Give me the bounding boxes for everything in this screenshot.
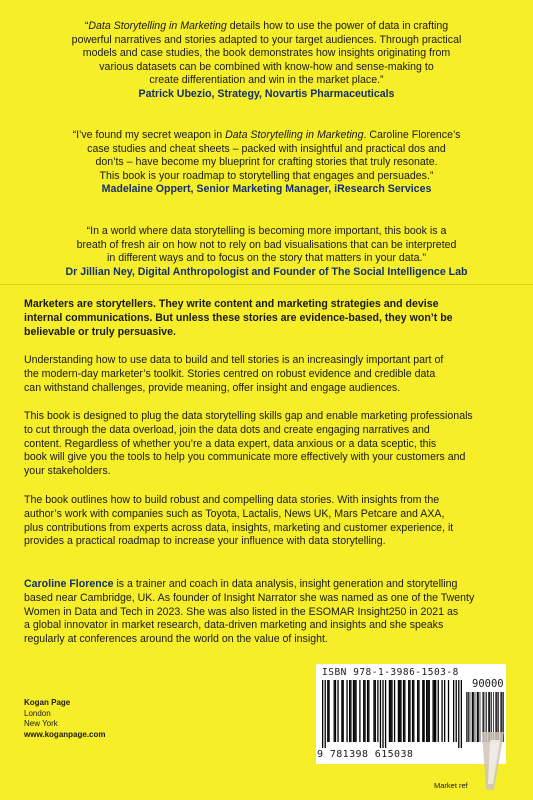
blurb-line: a global innovator in market research, data-driven marketing and insights and she speaks <box>24 619 444 632</box>
barcode-bar <box>355 680 356 742</box>
blurb-line: to cut through the data overload, join the data dots and create engaging narratives and <box>24 423 430 436</box>
publisher-logo-icon <box>476 730 506 792</box>
blurb-paragraph-1 <box>24 354 513 395</box>
barcode-bar <box>367 680 368 742</box>
barcode-bar <box>468 692 469 742</box>
barcode-bar <box>417 680 418 742</box>
blurb-paragraph-2 <box>24 410 513 479</box>
blurb-line: internal communications. But unless these stories are evidence-based, they won’t be <box>24 311 453 324</box>
barcode-bar <box>325 680 326 748</box>
barcode-bar <box>390 680 391 742</box>
barcode-bar <box>353 680 354 742</box>
barcode-bar <box>350 680 351 742</box>
author-bio-text: is a trainer and coach in data analysis, insight generation and storytelling <box>116 578 458 590</box>
endorsement-line: breath of fresh air on how not to rely on bad visualisations that can be interpreted <box>76 238 457 251</box>
barcode-bar <box>441 680 442 742</box>
blurb-line: This book is designed to plug the data storytelling skills gap and enable marketing professionals <box>24 410 473 422</box>
barcode-bar <box>404 680 405 742</box>
barcode-bar <box>354 680 355 742</box>
isbn-text: ISBN 978-1-3986-1503-8 <box>322 667 459 678</box>
barcode-bar <box>403 680 404 742</box>
blurb-line: your stakeholders. <box>24 465 111 478</box>
barcode-bar <box>408 680 409 742</box>
barcode-bar <box>341 680 342 742</box>
barcode-bar <box>423 680 424 742</box>
blurb-line: book will give you the tools to help you communicate more effectively with your customers and <box>24 451 466 464</box>
endorsement-attribution: Dr Jillian Ney, Digital Anthropologist and Founder of The Social Intelligence Lab <box>65 265 468 278</box>
barcode-bar <box>412 680 413 742</box>
barcode-bar <box>466 692 467 742</box>
blurb-line: The book outlines how to build robust and compelling data stories. With insights from the <box>24 494 440 506</box>
barcode-bar <box>322 680 323 748</box>
barcode-bar <box>346 680 347 742</box>
author-name: Caroline Florence <box>24 578 114 590</box>
barcode-bar <box>429 680 430 742</box>
endorsement-line: don’ts – have become my blueprint for crafting stories that truly resonate. <box>95 156 438 169</box>
publisher-city: New York <box>24 719 58 728</box>
barcode-bar <box>334 680 335 742</box>
barcode-bar <box>456 680 457 742</box>
barcode-bar <box>448 680 449 742</box>
publisher-info <box>24 698 106 740</box>
endorsement-line: create differentiation and win in the market place.” <box>149 74 384 87</box>
blurb-line: Marketers are storytellers. They write content and marketing strategies and devise <box>24 298 439 310</box>
endorsement-line: powerful narratives and stories adapted to your target audiences. Through practical <box>71 33 462 46</box>
barcode-bar <box>458 680 459 748</box>
publisher-name: Kogan Page <box>24 698 71 707</box>
section-divider <box>0 284 533 285</box>
barcode-bar <box>368 680 369 742</box>
endorsement-line: “In a world where data storytelling is becoming more important, this book is a <box>86 225 447 237</box>
blurb-line: plus contributions from experts across data, insights, marketing and customer experience, it <box>24 521 454 534</box>
price-code: 90000 <box>472 678 504 690</box>
barcode-bar <box>444 680 445 742</box>
ean-digits: 9 781398 615038 <box>317 749 414 760</box>
barcode-bar <box>418 680 419 742</box>
barcode-bar <box>438 680 439 742</box>
barcode-bar <box>467 692 468 742</box>
blurb-line: author’s work with companies such as Toyota, Lactalis, News UK, Mars Petcare and AXA, <box>24 507 445 520</box>
endorsement-line: models and case studies, the book demonstrates how insights originating from <box>82 47 451 60</box>
endorsement-line: This book is your roadmap to storytelling that engages and persuades.” <box>99 169 434 182</box>
barcode-bar <box>427 680 428 742</box>
barcode-bar <box>375 680 376 742</box>
barcode-bar <box>422 680 423 742</box>
barcode-bar <box>473 692 474 742</box>
blurb-line: Women in Data and Tech in 2023. She was also listed in the ESOMAR Insight250 in 2021 as <box>24 605 459 618</box>
barcode-bar <box>472 692 473 742</box>
barcode-bar <box>380 680 381 748</box>
barcode-bar <box>398 680 399 742</box>
blurb-line: Understanding how to use data to build and tell stories is an increasingly important part of <box>24 354 444 366</box>
publisher-url: www.koganpage.com <box>24 729 106 739</box>
barcode-bar <box>472 692 473 742</box>
endorsement-text: . Caroline Florence’s <box>363 129 461 141</box>
barcode-bar <box>391 680 392 742</box>
endorsement-2 <box>40 129 493 197</box>
barcode-bar <box>364 680 365 742</box>
book-title-italic: Data Storytelling in Marketing <box>225 129 364 141</box>
barcode-bar <box>400 680 401 742</box>
barcode-bar <box>389 680 390 742</box>
blurb-line: provides a practical roadmap to increase your influence with data storytelling. <box>24 535 386 548</box>
barcode-bar <box>434 680 435 742</box>
endorsement-text: “I’ve found my secret weapon in <box>72 129 223 141</box>
blurb-line: based near Cambridge, UK. As founder of Insight Narrator she was named as one of the Twenty <box>24 591 475 604</box>
endorsement-attribution: Madelaine Oppert, Senior Marketing Manager, iResearch Services <box>101 183 432 196</box>
blurb-line: can withstand challenges, provide meaning, offer insight and engage audiences. <box>24 381 401 394</box>
endorsement-attribution: Patrick Ubezio, Strategy, Novartis Pharmaceuticals <box>138 87 395 100</box>
barcode-bar <box>413 680 414 742</box>
endorsement-line <box>40 20 493 34</box>
barcode-bar <box>349 680 350 742</box>
open-quote: “ <box>84 20 89 32</box>
barcode-bar <box>359 680 360 742</box>
publisher-city: London <box>24 708 51 718</box>
endorsement-line: in different ways and to focus on the story that matters in your data.” <box>107 252 426 265</box>
barcode-bar <box>399 680 400 742</box>
barcode-bar <box>327 680 328 742</box>
barcode-bar <box>385 680 386 748</box>
blurb-line <box>24 578 513 592</box>
market-ref: Market ref <box>434 781 468 790</box>
barcode-bar <box>453 680 454 742</box>
barcode-bar <box>435 680 436 742</box>
blurb-line: regularly at conferences around the world on the value of insight. <box>24 633 328 646</box>
book-title-italic: Data Storytelling in Marketing <box>88 20 227 32</box>
barcode-bar <box>377 680 378 742</box>
barcode-bar <box>343 680 344 742</box>
barcode-bar <box>409 680 410 742</box>
barcode-bar <box>335 680 336 742</box>
ean-bars <box>322 680 462 750</box>
barcode-bar <box>363 680 364 742</box>
blurb-line: content. Regardless of whether you’re a data expert, data anxious or a data sceptic, this <box>24 437 437 450</box>
author-bio <box>24 578 513 647</box>
blurb-lead <box>24 298 513 339</box>
endorsement-line: various datasets can be combined with know-how and sense-making to <box>99 60 434 73</box>
barcode-bar <box>337 680 338 742</box>
barcode-bar <box>470 692 471 742</box>
endorsement-text: details how to use the power of data in crafting <box>229 20 449 32</box>
endorsement-3 <box>40 225 493 279</box>
barcode-bar <box>382 680 383 748</box>
endorsement-line <box>40 129 493 143</box>
barcode-bar <box>461 680 462 748</box>
endorsement-line: case studies and cheat sheets – packed with insightful and practical dos and <box>87 142 446 155</box>
barcode-bar <box>373 680 374 742</box>
barcode-bar <box>426 680 427 742</box>
blurb-line: the modern-day marketer’s toolkit. Stories centred on robust evidence and credible data <box>24 367 436 380</box>
barcode-bar <box>394 680 395 742</box>
blurb-line: believable or truly persuasive. <box>24 325 176 338</box>
endorsement-1 <box>40 20 493 102</box>
blurb-paragraph-3 <box>24 494 513 549</box>
barcode-bar <box>432 680 433 742</box>
barcode-bar <box>328 680 329 742</box>
